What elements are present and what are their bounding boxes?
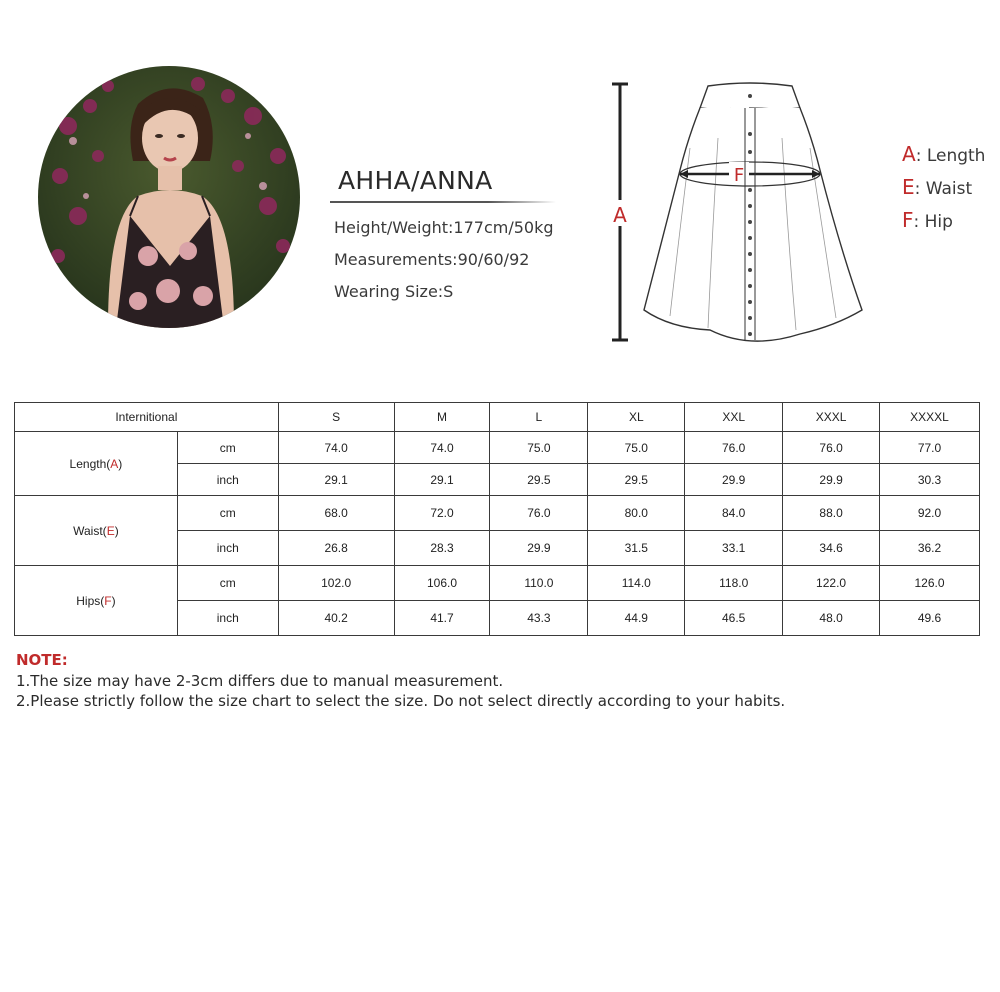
table-row xyxy=(15,496,980,531)
unit-cell: inch xyxy=(177,601,278,636)
value-cell: 48.0 xyxy=(783,601,880,636)
model-name: AHHA/ANNA xyxy=(338,166,493,195)
unit-cell: inch xyxy=(177,531,278,566)
value-cell: 76.0 xyxy=(490,496,588,531)
value-cell: 46.5 xyxy=(685,601,783,636)
legend-text: : Waist xyxy=(914,179,973,199)
value-cell: 88.0 xyxy=(783,496,880,531)
legend-text: : Length xyxy=(915,146,986,166)
value-cell: 29.9 xyxy=(490,531,588,566)
value-cell: 68.0 xyxy=(278,496,394,531)
measure-label-text: Hips( xyxy=(76,593,105,608)
measure-label-close: ) xyxy=(118,456,123,471)
model-wearing-size: Wearing Size:S xyxy=(334,282,454,301)
label-a: A xyxy=(613,203,627,227)
value-cell: 92.0 xyxy=(880,496,980,531)
value-cell: 76.0 xyxy=(685,432,783,464)
value-cell: 29.5 xyxy=(588,464,685,496)
size-header: XL xyxy=(588,403,685,432)
model-height-weight: Height/Weight:177cm/50kg xyxy=(334,218,554,237)
legend-text: : Hip xyxy=(913,212,953,232)
value-cell: 77.0 xyxy=(880,432,980,464)
value-cell: 74.0 xyxy=(278,432,394,464)
value-cell: 74.0 xyxy=(394,432,490,464)
measure-label-text: Length( xyxy=(69,456,111,471)
measure-label-key: E xyxy=(106,523,115,538)
legend-hip xyxy=(902,208,953,232)
measure-label-key: F xyxy=(104,593,112,608)
unit-cell: cm xyxy=(177,496,278,531)
measure-label-text: Waist( xyxy=(73,523,107,538)
note-title: NOTE: xyxy=(16,651,68,669)
unit-cell: cm xyxy=(177,432,278,464)
model-measurements: Measurements:90/60/92 xyxy=(334,250,530,269)
value-cell: 122.0 xyxy=(783,566,880,601)
value-cell: 33.1 xyxy=(685,531,783,566)
value-cell: 29.1 xyxy=(278,464,394,496)
measure-label xyxy=(15,432,178,496)
value-cell: 84.0 xyxy=(685,496,783,531)
value-cell: 43.3 xyxy=(490,601,588,636)
length-indicator xyxy=(612,84,628,340)
note-line-2: 2.Please strictly follow the size chart to select the size. Do not select directly according to your habits. xyxy=(16,692,786,710)
legend-key: E xyxy=(902,175,915,199)
legend-length xyxy=(902,142,985,166)
value-cell: 110.0 xyxy=(490,566,588,601)
value-cell: 29.1 xyxy=(394,464,490,496)
measure-label xyxy=(15,496,178,566)
table-row xyxy=(15,432,980,464)
size-header: XXXXL xyxy=(880,403,980,432)
size-header: XXL xyxy=(685,403,783,432)
value-cell: 41.7 xyxy=(394,601,490,636)
value-cell: 126.0 xyxy=(880,566,980,601)
value-cell: 36.2 xyxy=(880,531,980,566)
size-chart-table xyxy=(14,402,980,636)
skirt-measurement-diagram xyxy=(600,78,890,358)
model-photo-illustration xyxy=(38,66,300,328)
value-cell: 30.3 xyxy=(880,464,980,496)
size-header: M xyxy=(394,403,490,432)
value-cell: 118.0 xyxy=(685,566,783,601)
value-cell: 34.6 xyxy=(783,531,880,566)
table-row xyxy=(15,566,980,601)
table-header-label: Internitional xyxy=(15,403,279,432)
model-photo xyxy=(38,66,300,328)
value-cell: 80.0 xyxy=(588,496,685,531)
value-cell: 29.9 xyxy=(783,464,880,496)
value-cell: 40.2 xyxy=(278,601,394,636)
value-cell: 49.6 xyxy=(880,601,980,636)
value-cell: 29.9 xyxy=(685,464,783,496)
legend-key: A xyxy=(902,142,916,166)
model-name-divider xyxy=(330,201,556,203)
value-cell: 114.0 xyxy=(588,566,685,601)
value-cell: 44.9 xyxy=(588,601,685,636)
legend-key: F xyxy=(902,208,914,232)
label-f: F xyxy=(733,165,745,186)
size-header: S xyxy=(278,403,394,432)
size-header: L xyxy=(490,403,588,432)
value-cell: 76.0 xyxy=(783,432,880,464)
value-cell: 28.3 xyxy=(394,531,490,566)
value-cell: 26.8 xyxy=(278,531,394,566)
measure-label-close: ) xyxy=(111,593,116,608)
value-cell: 29.5 xyxy=(490,464,588,496)
value-cell: 75.0 xyxy=(588,432,685,464)
value-cell: 72.0 xyxy=(394,496,490,531)
note-line-1: 1.The size may have 2-3cm differs due to manual measurement. xyxy=(16,672,504,690)
value-cell: 106.0 xyxy=(394,566,490,601)
unit-cell: cm xyxy=(177,566,278,601)
value-cell: 31.5 xyxy=(588,531,685,566)
measure-label xyxy=(15,566,178,636)
measure-label-key: A xyxy=(110,456,119,471)
unit-cell: inch xyxy=(177,464,278,496)
table-header-row xyxy=(15,403,980,432)
size-header: XXXL xyxy=(783,403,880,432)
value-cell: 102.0 xyxy=(278,566,394,601)
legend-waist xyxy=(902,175,972,199)
measure-label-close: ) xyxy=(114,523,119,538)
value-cell: 75.0 xyxy=(490,432,588,464)
